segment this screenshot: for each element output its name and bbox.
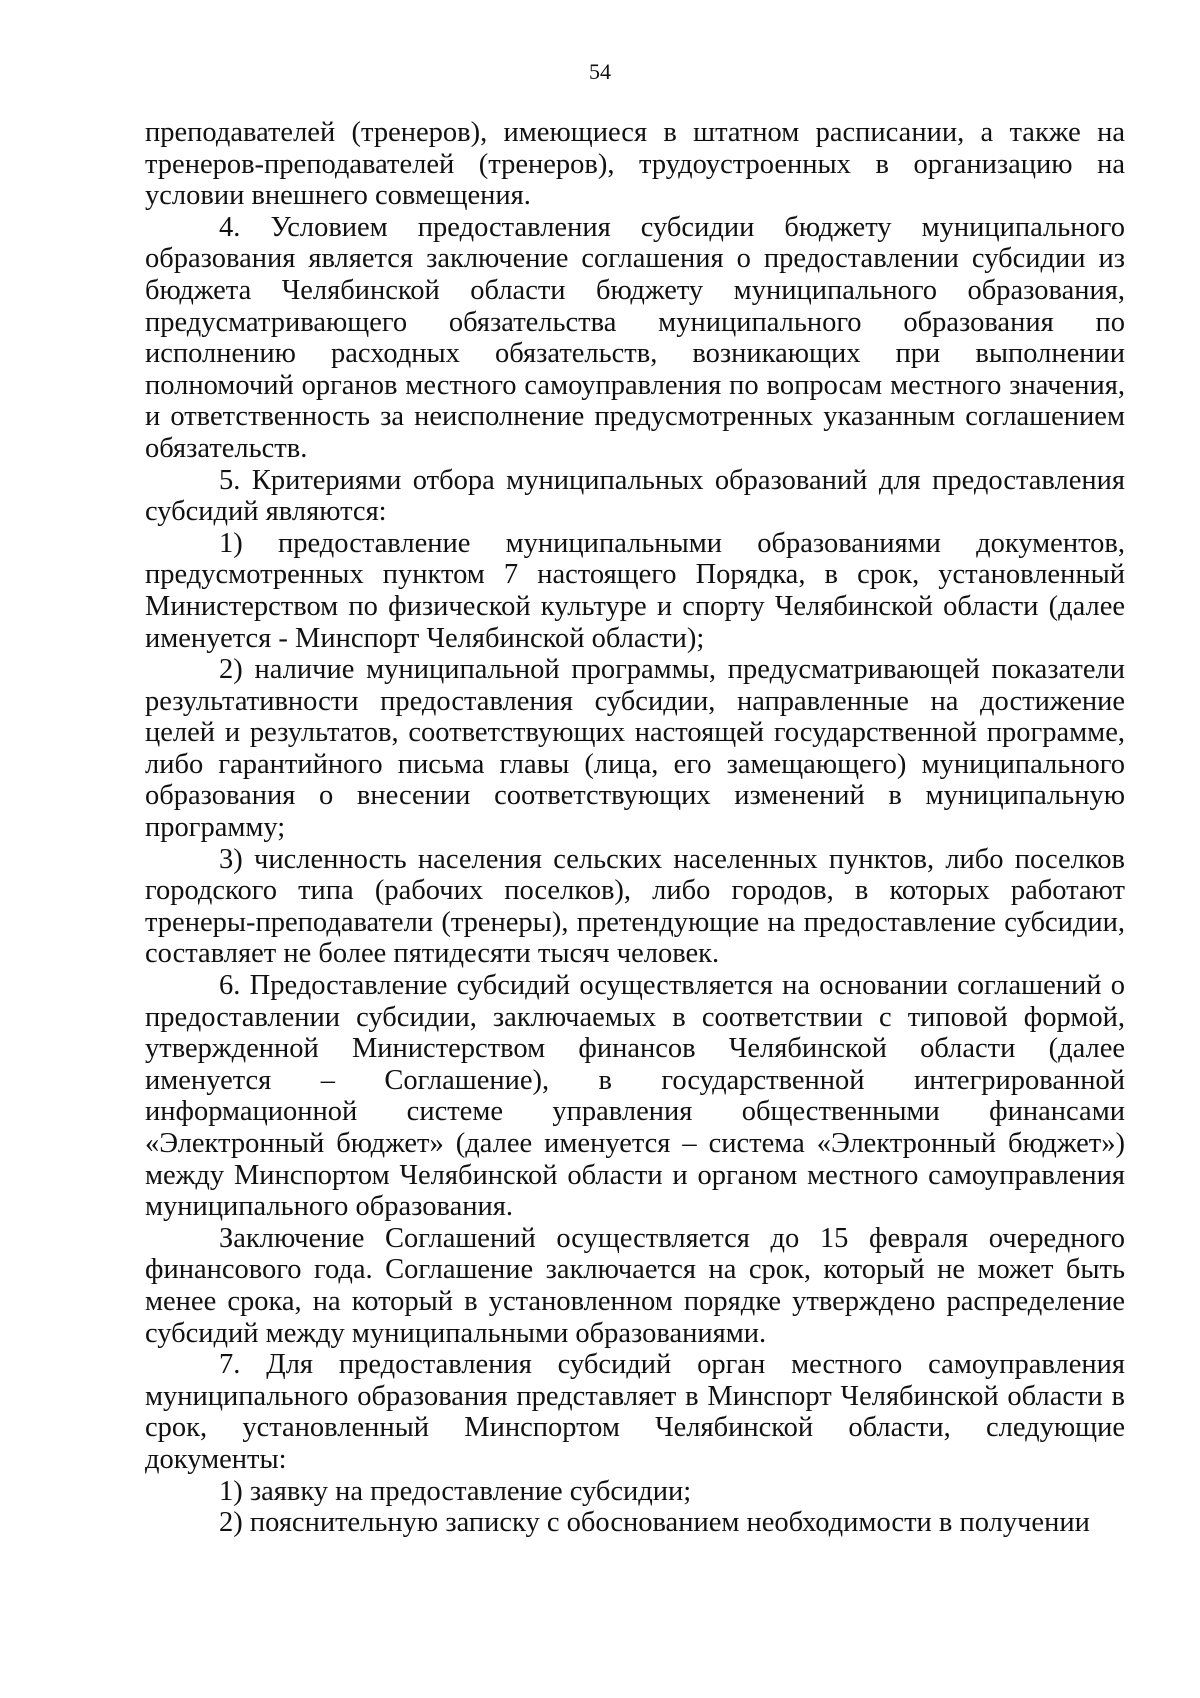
- paragraph-document-2: 2) пояснительную записку с обоснованием необходимости в получении: [219, 1507, 1090, 1539]
- page-number: 54: [589, 59, 611, 84]
- paragraph-item-5: 5. Критериями отбора муниципальных образований для предоставления субсидий являются:: [145, 464, 1125, 528]
- paragraph-criterion-2: 2) наличие муниципальной программы, предусматривающей показатели результативности предоставления субсидии, направленные на достижение целей и результатов, соответствующих настоящей государственной программе, либо гарантийного письма главы (лица, его замещающего) муниципального образования о внесении соответствующих изменений в муниципальную программу;: [145, 654, 1125, 844]
- paragraph-criterion-3: 3) численность населения сельских населенных пунктов, либо поселков городского типа (рабочих поселков), либо городов, в которых работают тренеры-преподаватели (тренеры), претендующие на предоставление субсидии, составляет не более пятидесяти тысяч человек.: [145, 843, 1125, 970]
- document-body: [145, 117, 1125, 1539]
- paragraph-item-4: 4. Условием предоставления субсидии бюджету муниципального образования является заключение соглашения о предоставлении субсидии из бюджета Челябинской области бюджету муниципального образования, предусматривающего обязательства муниципального образования по исполнению расходных обязательств, возникающих при выполнении полномочий органов местного самоуправления по вопросам местного значения, и ответственность за неисполнение предусмотренных указанным соглашением обязательств.: [145, 211, 1125, 464]
- paragraph-criterion-1: 1) предоставление муниципальными образованиями документов, предусмотренных пунктом 7 настоящего Порядка, в срок, установленный Министерством по физической культуре и спорту Челябинской области (далее именуется - Минспорт Челябинской области);: [145, 527, 1125, 654]
- paragraph-continuation: преподавателей (тренеров), имеющиеся в штатном расписании, а также на тренеров-преподавателей (тренеров), трудоустроенных в организацию на условии внешнего совмещения.: [145, 117, 1125, 212]
- paragraph-agreement-terms: Заключение Соглашений осуществляется до 15 февраля очередного финансового года. Соглашение заключается на срок, который не может быть менее срока, на который в установленном порядке утверждено распределение субсидий между муниципальными образованиями.: [145, 1222, 1125, 1349]
- paragraph-item-6: 6. Предоставление субсидий осуществляется на основании соглашений о предоставлении субсидии, заключаемых в соответствии с типовой формой, утвержденной Министерством финансов Челябинской области (далее именуется – Соглашение), в государственной интегрированной информационной системе управления общественными финансами «Электронный бюджет» (далее именуется – система «Электронный бюджет») между Минспортом Челябинской области и органом местного самоуправления муниципального образования.: [145, 970, 1125, 1223]
- paragraph-item-7: 7. Для предоставления субсидий орган местного самоуправления муниципального образования представляет в Минспорт Челябинской области в срок, установленный Минспортом Челябинской области, следующие документы:: [145, 1349, 1125, 1475]
- paragraph-document-1: 1) заявку на предоставление субсидии;: [219, 1475, 692, 1507]
